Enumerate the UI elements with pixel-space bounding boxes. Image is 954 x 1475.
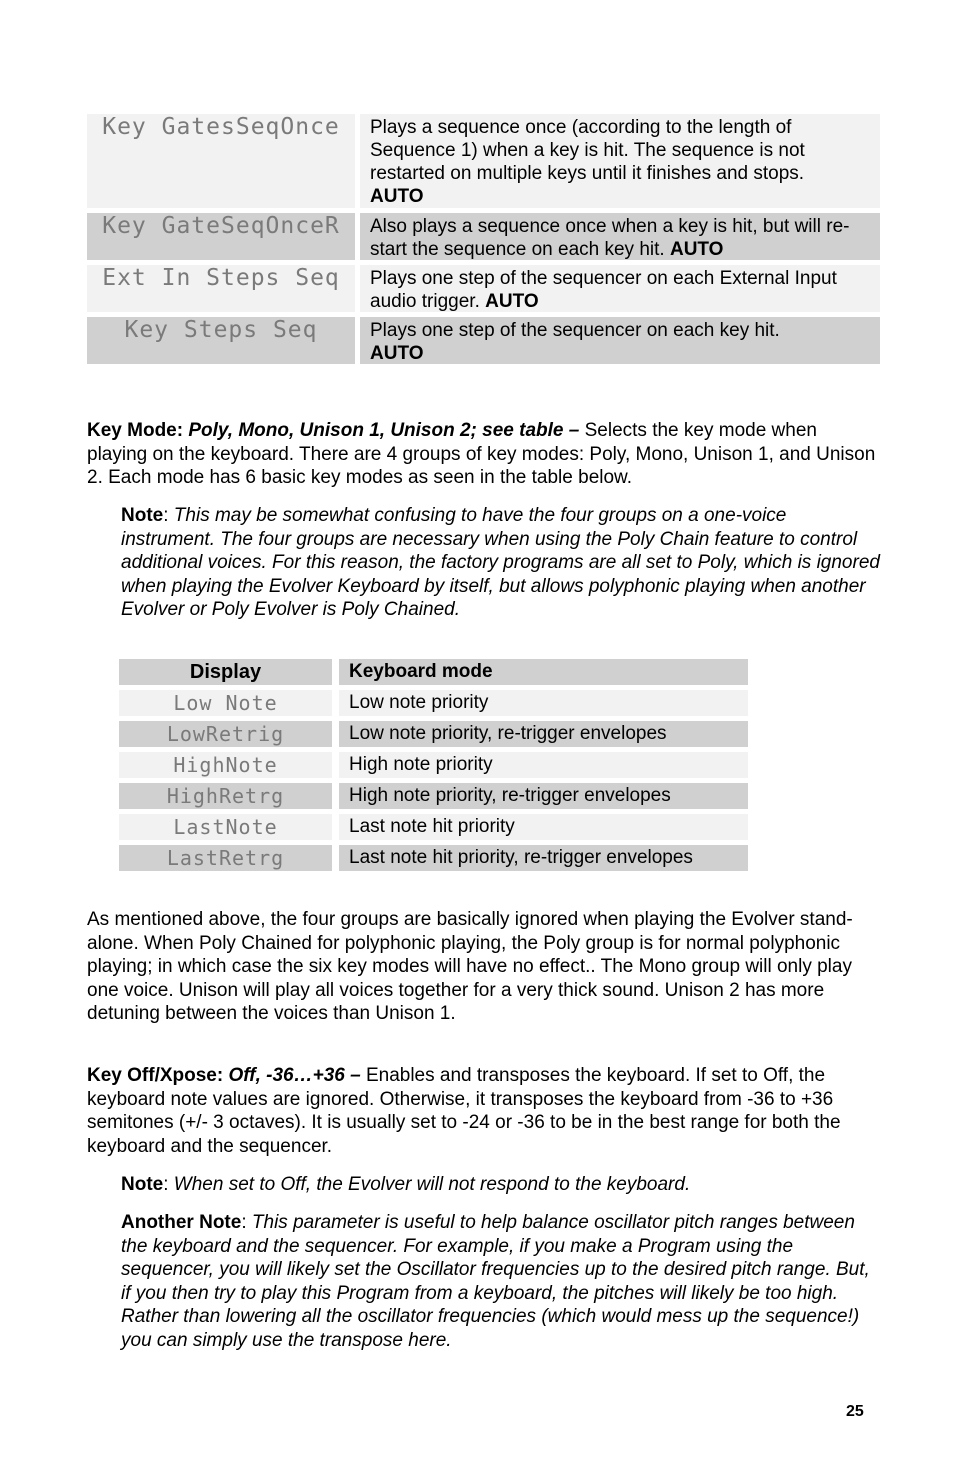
key-mode-paragraph — [87, 419, 877, 490]
header-display: Display — [119, 659, 332, 685]
groups-paragraph: As mentioned above, the four groups are basically ignored when playing the Evolver stand-alone. When Poly Chained for polyphonic playing, the Poly group is for normal polyphonic playing; in which case the six key modes will have no effect.. The Mono group will only play one voice. Unison will play all voices together for a very thick sound. Unison 2 has more detuning between the voices than Unison 1. — [87, 909, 853, 1024]
table-row — [87, 213, 880, 260]
auto-tag: AUTO — [669, 239, 724, 260]
sequencer-trigger-table — [87, 114, 880, 369]
keyboard-mode-table — [119, 659, 748, 876]
key-off-values: Off, -36…+36 – — [228, 1065, 361, 1086]
table-row — [119, 721, 748, 747]
lcd-display-cell: Low Note — [119, 690, 332, 716]
table-row — [87, 317, 880, 364]
table-row — [87, 265, 880, 312]
description-cell: Plays one step of the sequencer on each External Input audio trigger. AUTO — [360, 265, 880, 312]
table-header-row — [119, 659, 748, 685]
note-text: This may be somewhat confusing to have the four groups on a one-voice instrument. The four groups are necessary when using the Poly Chain feature to control additional voices. For this reason, the factory programs are all set to Poly, which is ignored when playing the Evolver Keyboard by itself, but allows polyphonic playing when another Evolver or Poly Evolver is Poly Chained. — [121, 505, 880, 620]
table-row — [119, 690, 748, 716]
mode-cell: Last note hit priority, re-trigger envelopes — [339, 845, 748, 871]
mode-cell: High note priority — [339, 752, 748, 778]
another-note: Another Note: This parameter is useful to help balance oscillator pitch ranges between the keyboard and the sequencer. For example, if you make a Program using the sequencer, you will likely set the Oscillator frequencies up to the desired pitch range. But, if you then try to play this Program from a keyboard, the pitches will likely be too high. Rather than lowering all the oscillator frequencies (which would mess up the sequence!) you can simply use the transpose here. — [121, 1212, 870, 1351]
auto-tag: AUTO — [370, 186, 424, 207]
lcd-display-cell: Key Steps Seq — [87, 317, 355, 364]
note-label: Note — [121, 505, 164, 526]
table-row — [119, 845, 748, 871]
mode-cell: High note priority, re-trigger envelopes — [339, 783, 748, 809]
note-text: When set to Off, the Evolver will not respond to the keyboard. — [173, 1174, 691, 1195]
table-row — [119, 783, 748, 809]
mode-cell: Low note priority — [339, 690, 748, 716]
mode-cell: Low note priority, re-trigger envelopes — [339, 721, 748, 747]
table-row — [119, 814, 748, 840]
description-cell: Plays one step of the sequencer on each key hit. AUTO — [360, 317, 880, 364]
lcd-display-cell: Key GatesSeqOnce — [87, 114, 355, 208]
note-poly-chain: Note: This may be somewhat confusing to have the four groups on a one-voice instrument. The four groups are necessary when using the Poly Chain feature to control additional voices. For this reason, the factory programs are all set to Poly, which is ignored when playing the Evolver Keyboard by itself, but allows polyphonic playing when another Evolver or Poly Evolver is Poly Chained. — [121, 505, 880, 620]
description-cell: Also plays a sequence once when a key is hit, but will re-start the sequence on each key hit. AUTO — [360, 213, 880, 260]
auto-tag: AUTO — [485, 291, 539, 312]
key-off-text: Enables and transposes the keyboard. If set to Off, the keyboard note values are ignored. Otherwise, it transposes the keyboard from -36 to +36 semitones (+/- 3 octaves). It is usually set to -24 or -36 to be in the best range for both the keyboard and the sequencer. — [87, 1065, 841, 1157]
note-text: This parameter is useful to help balance oscillator pitch ranges between the keyboard and the sequencer. For example, if you make a Program using the sequencer, you will likely set the Oscillator frequencies up to the desired pitch range. But, if you then try to play this Program from a keyboard, the pitches will likely be too high. Rather than lowering all the oscillator frequencies (which would mess up the sequence!) you can simply use the transpose here. — [121, 1212, 870, 1351]
description-cell: Plays a sequence once (according to the length of Sequence 1) when a key is hit. The sequence is not restarted on multiple keys until it finishes and stops. AUTO — [360, 114, 880, 208]
key-mode-values: Poly, Mono, Unison 1, Unison 2; see table – — [188, 420, 580, 441]
note-label: Note — [121, 1174, 164, 1195]
note-keyboard-off: Note: When set to Off, the Evolver will not respond to the keyboard. — [121, 1174, 691, 1195]
lcd-display-cell: Key GateSeqOnceR — [87, 213, 355, 260]
mode-cell: Last note hit priority — [339, 814, 748, 840]
lcd-display-cell: LastNote — [119, 814, 332, 840]
lcd-display-cell: HighRetrg — [119, 783, 332, 809]
key-off-label: Key Off/Xpose: — [87, 1065, 224, 1086]
note-label: Another Note — [121, 1212, 242, 1233]
lcd-display-cell: LowRetrig — [119, 721, 332, 747]
key-mode-text: Selects the key mode when playing on the keyboard. There are 4 groups of key modes: Poly, Mono, Unison 1, and Unison 2. Each mode has 6 basic key modes as seen in the table below. — [87, 420, 876, 488]
key-mode-label: Key Mode: — [87, 420, 184, 441]
lcd-display-cell: HighNote — [119, 752, 332, 778]
key-off-xpose-paragraph — [87, 1064, 877, 1158]
page-number: 25 — [846, 1403, 864, 1420]
lcd-display-cell: LastRetrg — [119, 845, 332, 871]
auto-tag: AUTO — [370, 343, 424, 364]
table-row — [87, 114, 880, 208]
lcd-display-cell: Ext In Steps Seq — [87, 265, 355, 312]
table-row — [119, 752, 748, 778]
header-keyboard-mode: Keyboard mode — [339, 659, 748, 685]
